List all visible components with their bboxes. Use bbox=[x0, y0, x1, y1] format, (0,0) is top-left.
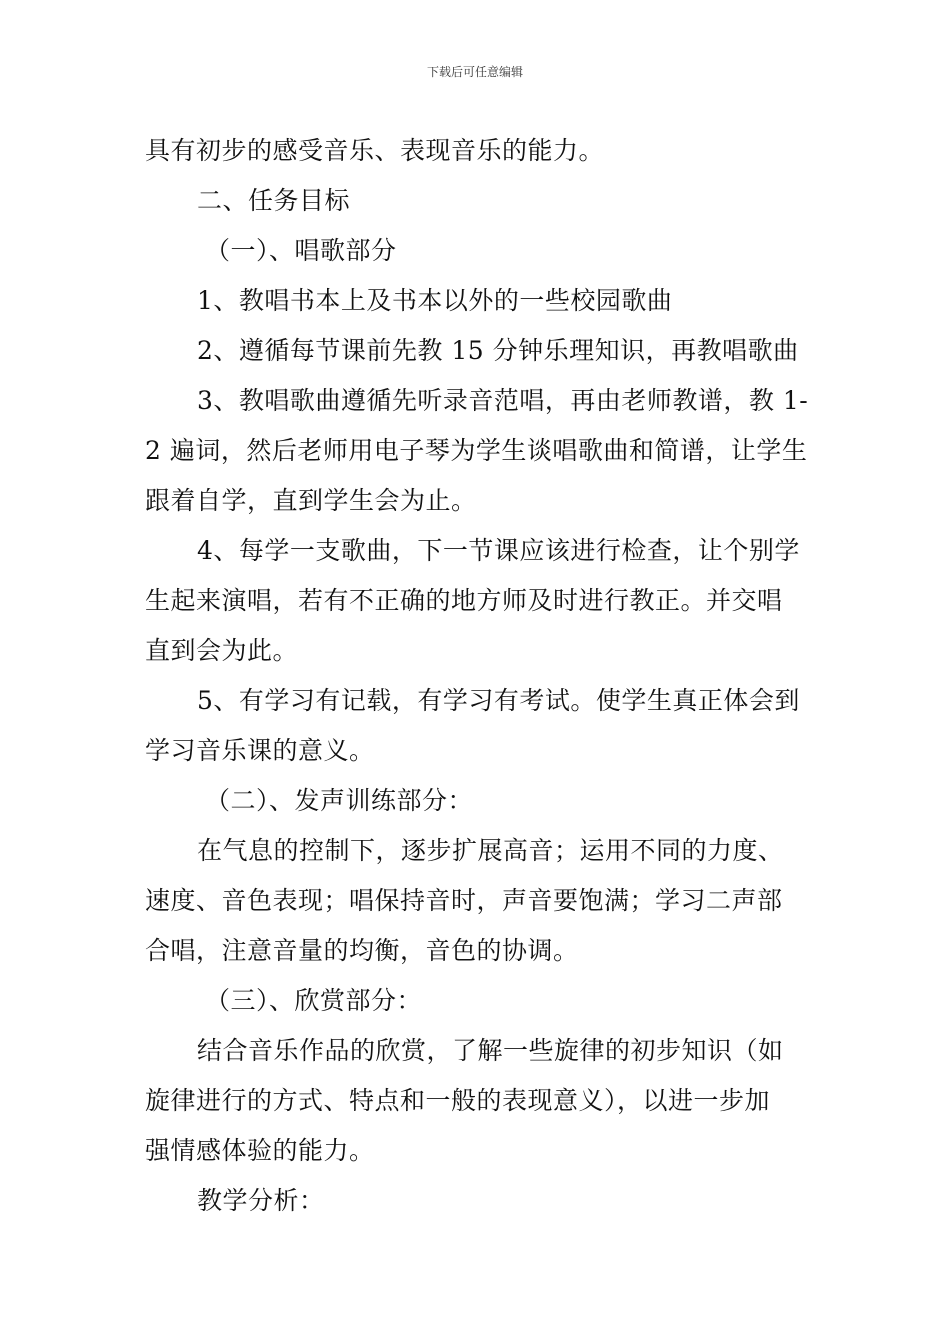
page-header-note: 下载后可任意编辑 bbox=[426, 65, 523, 79]
text-line: 跟着自学，直到学生会为止。 bbox=[145, 486, 477, 515]
document-body bbox=[145, 126, 810, 1226]
text-line: 4、每学一支歌曲，下一节课应该进行检查，让个别学 bbox=[197, 536, 800, 565]
text-line: 结合音乐作品的欣赏，了解一些旋律的初步知识（如 bbox=[197, 1036, 784, 1065]
text-line: 合唱，注意音量的均衡，音色的协调。 bbox=[145, 936, 579, 965]
text-line: 2、遵循每节课前先教 15 分钟乐理知识，再教唱歌曲 bbox=[197, 336, 799, 365]
text-line: 直到会为此。 bbox=[145, 636, 299, 665]
text-line: 2 遍词，然后老师用电子琴为学生谈唱歌曲和简谱，让学生 bbox=[145, 436, 808, 465]
text-line: 强情感体验的能力。 bbox=[145, 1136, 375, 1165]
text-line: （三）、欣赏部分： bbox=[205, 986, 423, 1015]
text-line: 具有初步的感受音乐、表现音乐的能力。 bbox=[145, 136, 605, 165]
text-line: 5、有学习有记载，有学习有考试。使学生真正体会到 bbox=[197, 686, 800, 715]
text-line: 1、教唱书本上及书本以外的一些校园歌曲 bbox=[197, 286, 673, 315]
text-line: 3、教唱歌曲遵循先听录音范唱，再由老师教谱，教 1- bbox=[197, 386, 809, 415]
text-line: 生起来演唱，若有不正确的地方师及时进行教正。并交唱 bbox=[145, 586, 783, 615]
text-line: 学习音乐课的意义。 bbox=[145, 736, 375, 765]
text-line: （二）、发声训练部分： bbox=[205, 786, 474, 815]
text-line: 速度、音色表现；唱保持音时，声音要饱满；学习二声部 bbox=[145, 886, 783, 915]
text-line: 在气息的控制下，逐步扩展高音；运用不同的力度、 bbox=[197, 836, 784, 865]
text-line: 旋律进行的方式、特点和一般的表现意义），以进一步加 bbox=[145, 1086, 771, 1115]
text-line: 二、任务目标 bbox=[197, 186, 351, 215]
text-line: （一）、唱歌部分 bbox=[205, 236, 397, 265]
text-line: 教学分析： bbox=[197, 1186, 325, 1215]
